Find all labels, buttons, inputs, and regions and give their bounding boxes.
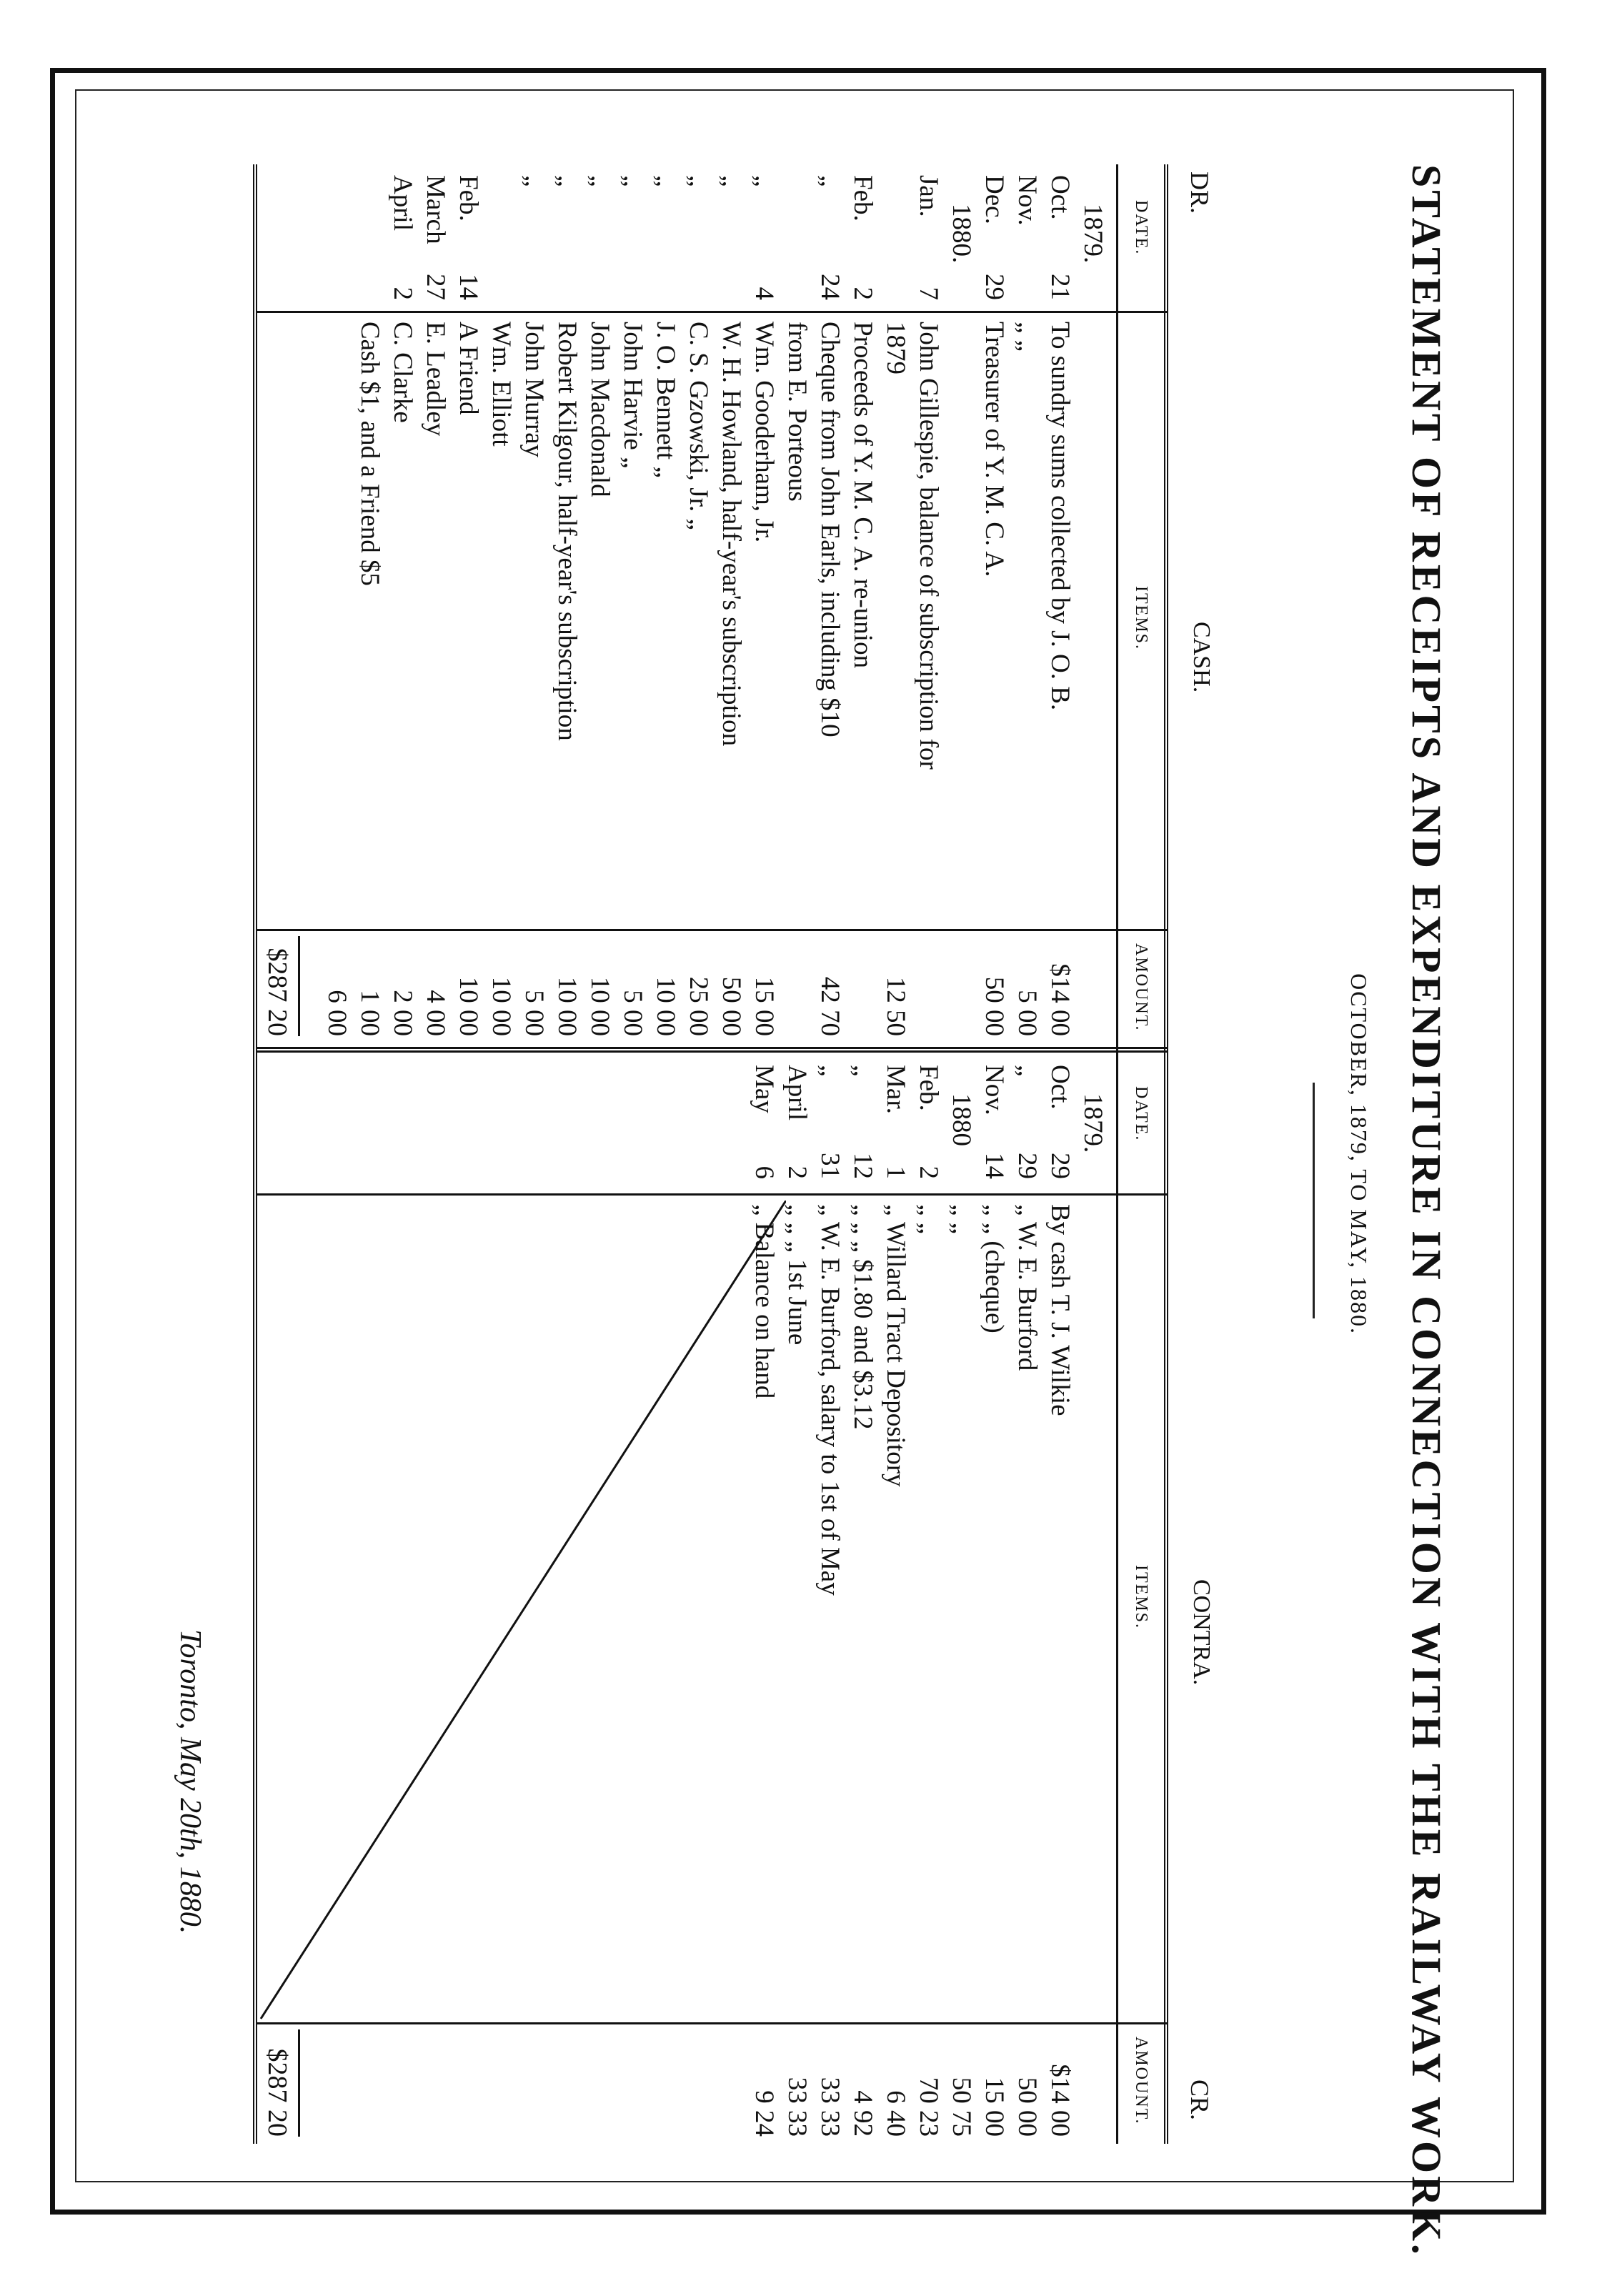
row-item: C. S. Gzowski, Jr. „ <box>684 322 713 530</box>
row-amount: 50 00 <box>1013 2077 1042 2137</box>
row-month: Nov. <box>1013 175 1042 226</box>
row-amount: 5 00 <box>519 990 549 1036</box>
row-day: 2 <box>914 1166 943 1179</box>
statement-sheet <box>143 164 1451 2257</box>
row-amount: 9 24 <box>750 2090 779 2137</box>
row-month: „ <box>684 175 713 187</box>
row-item: „ „ „ 1st June <box>782 1204 812 1346</box>
row-amount: 10 00 <box>552 976 582 1036</box>
row-day: 29 <box>1013 1153 1042 1179</box>
row-month: Feb. <box>454 175 483 222</box>
row-amount: 15 00 <box>980 2077 1009 2137</box>
row-month: „ <box>552 175 582 187</box>
row-amount: 42 70 <box>815 976 845 1036</box>
row-month: Feb. <box>914 1065 943 1111</box>
row-amount: 50 00 <box>980 976 1009 1036</box>
row-amount: 1 00 <box>355 990 384 1036</box>
row-item: „ Willard Tract Depository <box>881 1204 910 1487</box>
row-day: 29 <box>980 274 1009 300</box>
row-item: „ „ <box>914 1204 943 1235</box>
row-day: 14 <box>980 1153 1009 1179</box>
row-amount: 33 33 <box>782 2077 812 2137</box>
row-item: John Murray <box>519 322 549 458</box>
row-year: 1879. <box>1078 204 1108 264</box>
row-item: A Friend <box>454 322 483 415</box>
row-month: „ <box>519 175 549 187</box>
row-amount: 10 00 <box>585 976 615 1036</box>
row-month: „ <box>815 1065 845 1077</box>
right-date-divider <box>257 1193 1168 1196</box>
left-total-rule <box>298 936 300 1036</box>
left-items-divider <box>257 929 1168 931</box>
row-item: „ „ <box>947 1204 976 1235</box>
row-year: 1880 <box>947 1093 976 1146</box>
row-item: To sundry sums collected by J. O. B. <box>1045 322 1075 711</box>
row-day: 1 <box>881 1166 910 1179</box>
row-month: Jan. <box>914 175 943 217</box>
row-amount: 5 00 <box>618 990 647 1036</box>
row-day: 6 <box>750 1166 779 1179</box>
row-item: Wm. Gooderham, Jr. <box>750 322 779 543</box>
row-amount: 10 00 <box>651 976 680 1036</box>
debit-marker: DR. <box>1185 172 1214 214</box>
credit-marker: CR. <box>1185 2079 1214 2121</box>
row-item: John Macdonald <box>585 322 615 497</box>
row-item: C. Clarke <box>388 322 417 423</box>
right-items-header: ITEMS. <box>1132 1565 1150 1629</box>
header-rule <box>1116 164 1118 2144</box>
left-date-header: DATE. <box>1132 200 1150 256</box>
statement-subtitle: OCTOBER, 1879, TO MAY, 1880. <box>1346 973 1372 1335</box>
row-month: „ <box>651 175 680 187</box>
row-month: „ <box>717 175 746 187</box>
row-item: By cash T. J. Wilkie <box>1045 1204 1075 1416</box>
row-amount: 10 00 <box>487 976 516 1036</box>
row-item: W. H. Howland, half-year's subscription <box>717 322 746 747</box>
row-day: 27 <box>421 274 450 300</box>
cash-heading: CASH. <box>1188 622 1215 693</box>
row-month: Oct. <box>1045 175 1075 220</box>
row-day: 7 <box>914 287 943 300</box>
row-item: „ „ „ $1.80 and $3.12 <box>848 1204 877 1430</box>
row-day: 24 <box>815 274 845 300</box>
row-amount: 15 00 <box>750 976 779 1036</box>
row-amount: 70 23 <box>914 2077 943 2137</box>
row-amount: 25 00 <box>684 976 713 1036</box>
row-month: Feb. <box>848 175 877 222</box>
row-item: Wm. Elliott <box>487 322 516 447</box>
place-date-signature: Toronto, May 20th, 1880. <box>174 1629 207 1934</box>
row-item: Treasurer of Y. M. C. A. <box>980 322 1009 577</box>
row-day: 2 <box>782 1166 812 1179</box>
row-amount: 10 00 <box>454 976 483 1036</box>
row-month: March <box>421 175 450 244</box>
left-date-divider <box>257 311 1168 313</box>
left-total: $287 20 <box>262 948 292 1036</box>
row-month: „ <box>848 1065 877 1077</box>
row-month: „ <box>750 175 779 187</box>
row-amount: 12 50 <box>881 976 910 1036</box>
row-day: 2 <box>848 287 877 300</box>
row-day: 4 <box>750 287 779 300</box>
row-item: E. Leadley <box>421 322 450 437</box>
row-month: Dec. <box>980 175 1009 224</box>
row-month: „ <box>1013 1065 1042 1077</box>
blank-space-diagonal <box>257 1201 786 2022</box>
row-day: 31 <box>815 1153 845 1179</box>
row-item: „ W. E. Burford, salary to 1st of May <box>815 1204 845 1596</box>
row-amount: 33 33 <box>815 2077 845 2137</box>
center-divider <box>257 1047 1168 1053</box>
contra-heading: CONTRA. <box>1188 1579 1215 1686</box>
left-items-header: ITEMS. <box>1132 586 1150 650</box>
row-item: John Gillespie, balance of subscription for <box>914 322 943 770</box>
right-items-divider <box>257 2022 1168 2024</box>
row-amount: 2 00 <box>388 990 417 1036</box>
row-year: 1879. <box>1078 1093 1108 1153</box>
row-month: April <box>782 1065 812 1121</box>
left-amount-header: AMOUNT. <box>1132 943 1150 1032</box>
right-total-rule <box>298 2029 300 2137</box>
title-rule <box>1313 1083 1315 1318</box>
row-amount: 4 00 <box>421 990 450 1036</box>
row-year: 1880. <box>947 204 976 264</box>
row-month: Mar. <box>881 1065 910 1114</box>
row-month: „ <box>618 175 647 187</box>
row-amount: $14 00 <box>1045 963 1075 1036</box>
table-top-rule <box>1164 164 1168 2144</box>
row-amount: 50 00 <box>717 976 746 1036</box>
row-day: 14 <box>454 274 483 300</box>
row-item: Proceeds of Y. M. C. A. re-union <box>848 322 877 669</box>
row-item: „ „ (cheque) <box>980 1204 1009 1333</box>
right-date-header: DATE. <box>1132 1086 1150 1142</box>
row-item: J. O. Bennett „ <box>651 322 680 478</box>
row-amount: 6 40 <box>881 2090 910 2137</box>
row-amount: 6 00 <box>322 990 352 1036</box>
row-amount: 50 75 <box>947 2077 976 2137</box>
row-month: May <box>750 1065 779 1113</box>
row-amount: 5 00 <box>1013 990 1042 1036</box>
row-item: „ Balance on hand <box>750 1204 779 1399</box>
row-amount: 4 92 <box>848 2090 877 2137</box>
row-item: Cash $1, and a Friend $5 <box>355 322 384 586</box>
row-amount: $14 00 <box>1045 2064 1075 2137</box>
row-item: Robert Kilgour, half-year's subscription <box>552 322 582 741</box>
row-item: from E. Porteous <box>782 322 812 502</box>
row-month: „ <box>585 175 615 187</box>
row-item: Cheque from John Earls, including $10 <box>815 322 845 737</box>
row-month: Oct. <box>1045 1065 1075 1110</box>
row-month: Nov. <box>980 1065 1009 1115</box>
statement-title: STATEMENT OF RECEIPTS AND EXPENDITURE IN CONNECTION WITH THE RAILWAY WORK. <box>1403 164 1450 2257</box>
row-month: April <box>388 175 417 232</box>
row-month: „ <box>815 175 845 187</box>
right-amount-header: AMOUNT. <box>1132 2037 1150 2125</box>
row-day: 12 <box>848 1153 877 1179</box>
row-day: 29 <box>1045 1153 1075 1179</box>
row-day: 2 <box>388 287 417 300</box>
row-item: „ W. E. Burford <box>1013 1204 1042 1371</box>
row-day: 21 <box>1045 274 1075 300</box>
row-item: John Harvie „ <box>618 322 647 469</box>
row-item: „ „ <box>1013 322 1042 352</box>
right-total: $287 20 <box>262 2048 292 2137</box>
row-item: 1879 <box>881 322 910 374</box>
